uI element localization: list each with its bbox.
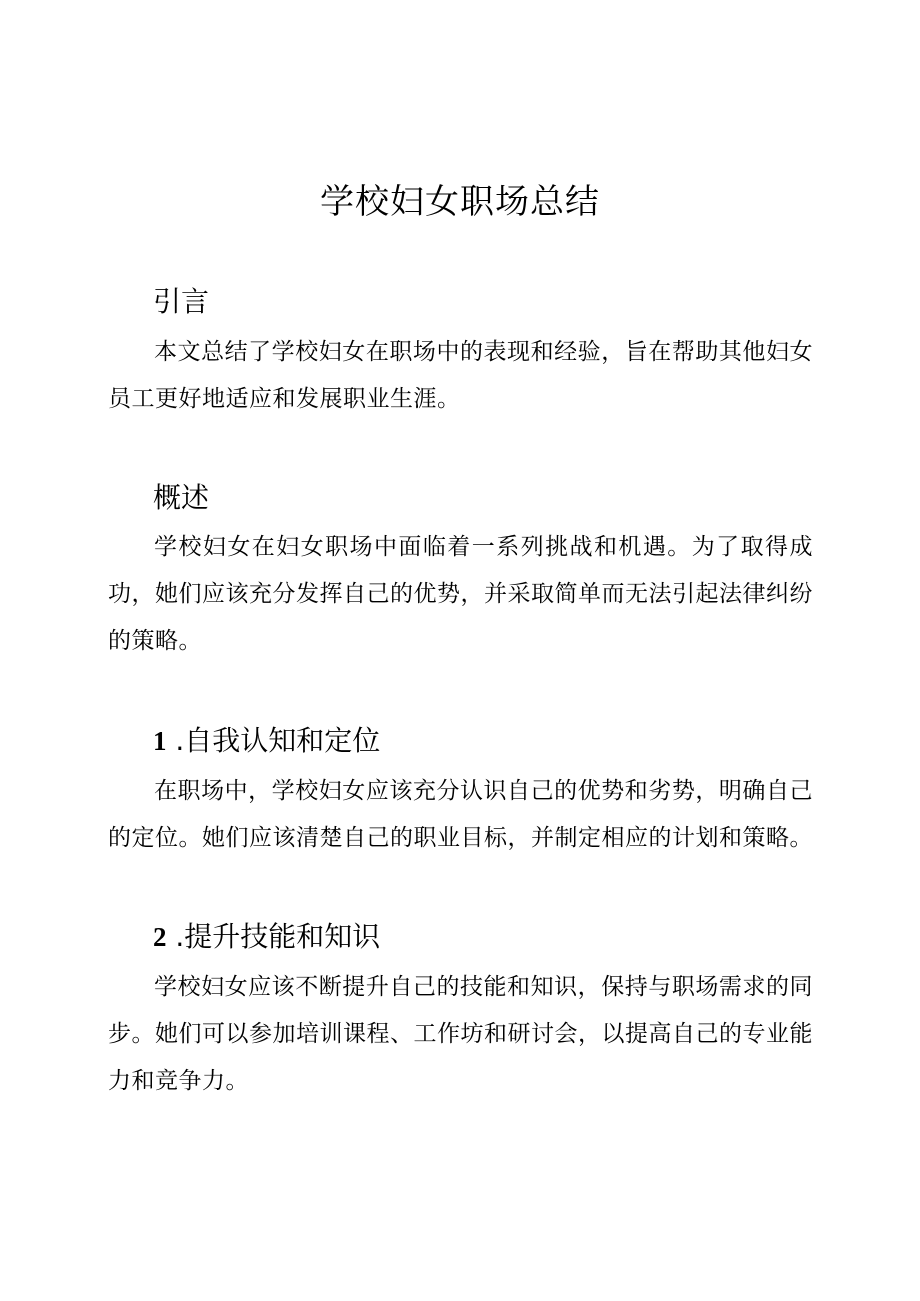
section-number: 1 [153, 726, 167, 756]
section-heading-intro: 引言 [153, 285, 210, 318]
section-heading-skills [153, 919, 380, 955]
section-body-intro: 本文总结了学校妇女在职场中的表现和经验，旨在帮助其他妇女员工更好地适应和发展职业生涯。 [108, 339, 813, 412]
section-heading-self-awareness [153, 723, 380, 759]
section-heading-overview: 概述 [153, 481, 210, 514]
section-heading-text: .自我认知和定位 [175, 724, 381, 757]
section-body-overview: 学校妇女在妇女职场中面临着一系列挑战和机遇。为了取得成功，她们应该充分发挥自己的优势，并采取简单而无法引起法律纠纷的策略。 [108, 534, 813, 654]
section-body-skills: 学校妇女应该不断提升自己的技能和知识，保持与职场需求的同步。她们可以参加培训课程、工作坊和研讨会，以提高自己的专业能力和竞争力。 [108, 974, 813, 1094]
section-heading-text: .提升技能和知识 [175, 920, 381, 953]
section-body-self-awareness: 在职场中，学校妇女应该充分认识自己的优势和劣势，明确自己的定位。她们应该清楚自己的职业目标，并制定相应的计划和策略。 [108, 778, 813, 851]
section-number: 2 [153, 922, 167, 952]
document-title: 学校妇女职场总结 [320, 182, 600, 222]
